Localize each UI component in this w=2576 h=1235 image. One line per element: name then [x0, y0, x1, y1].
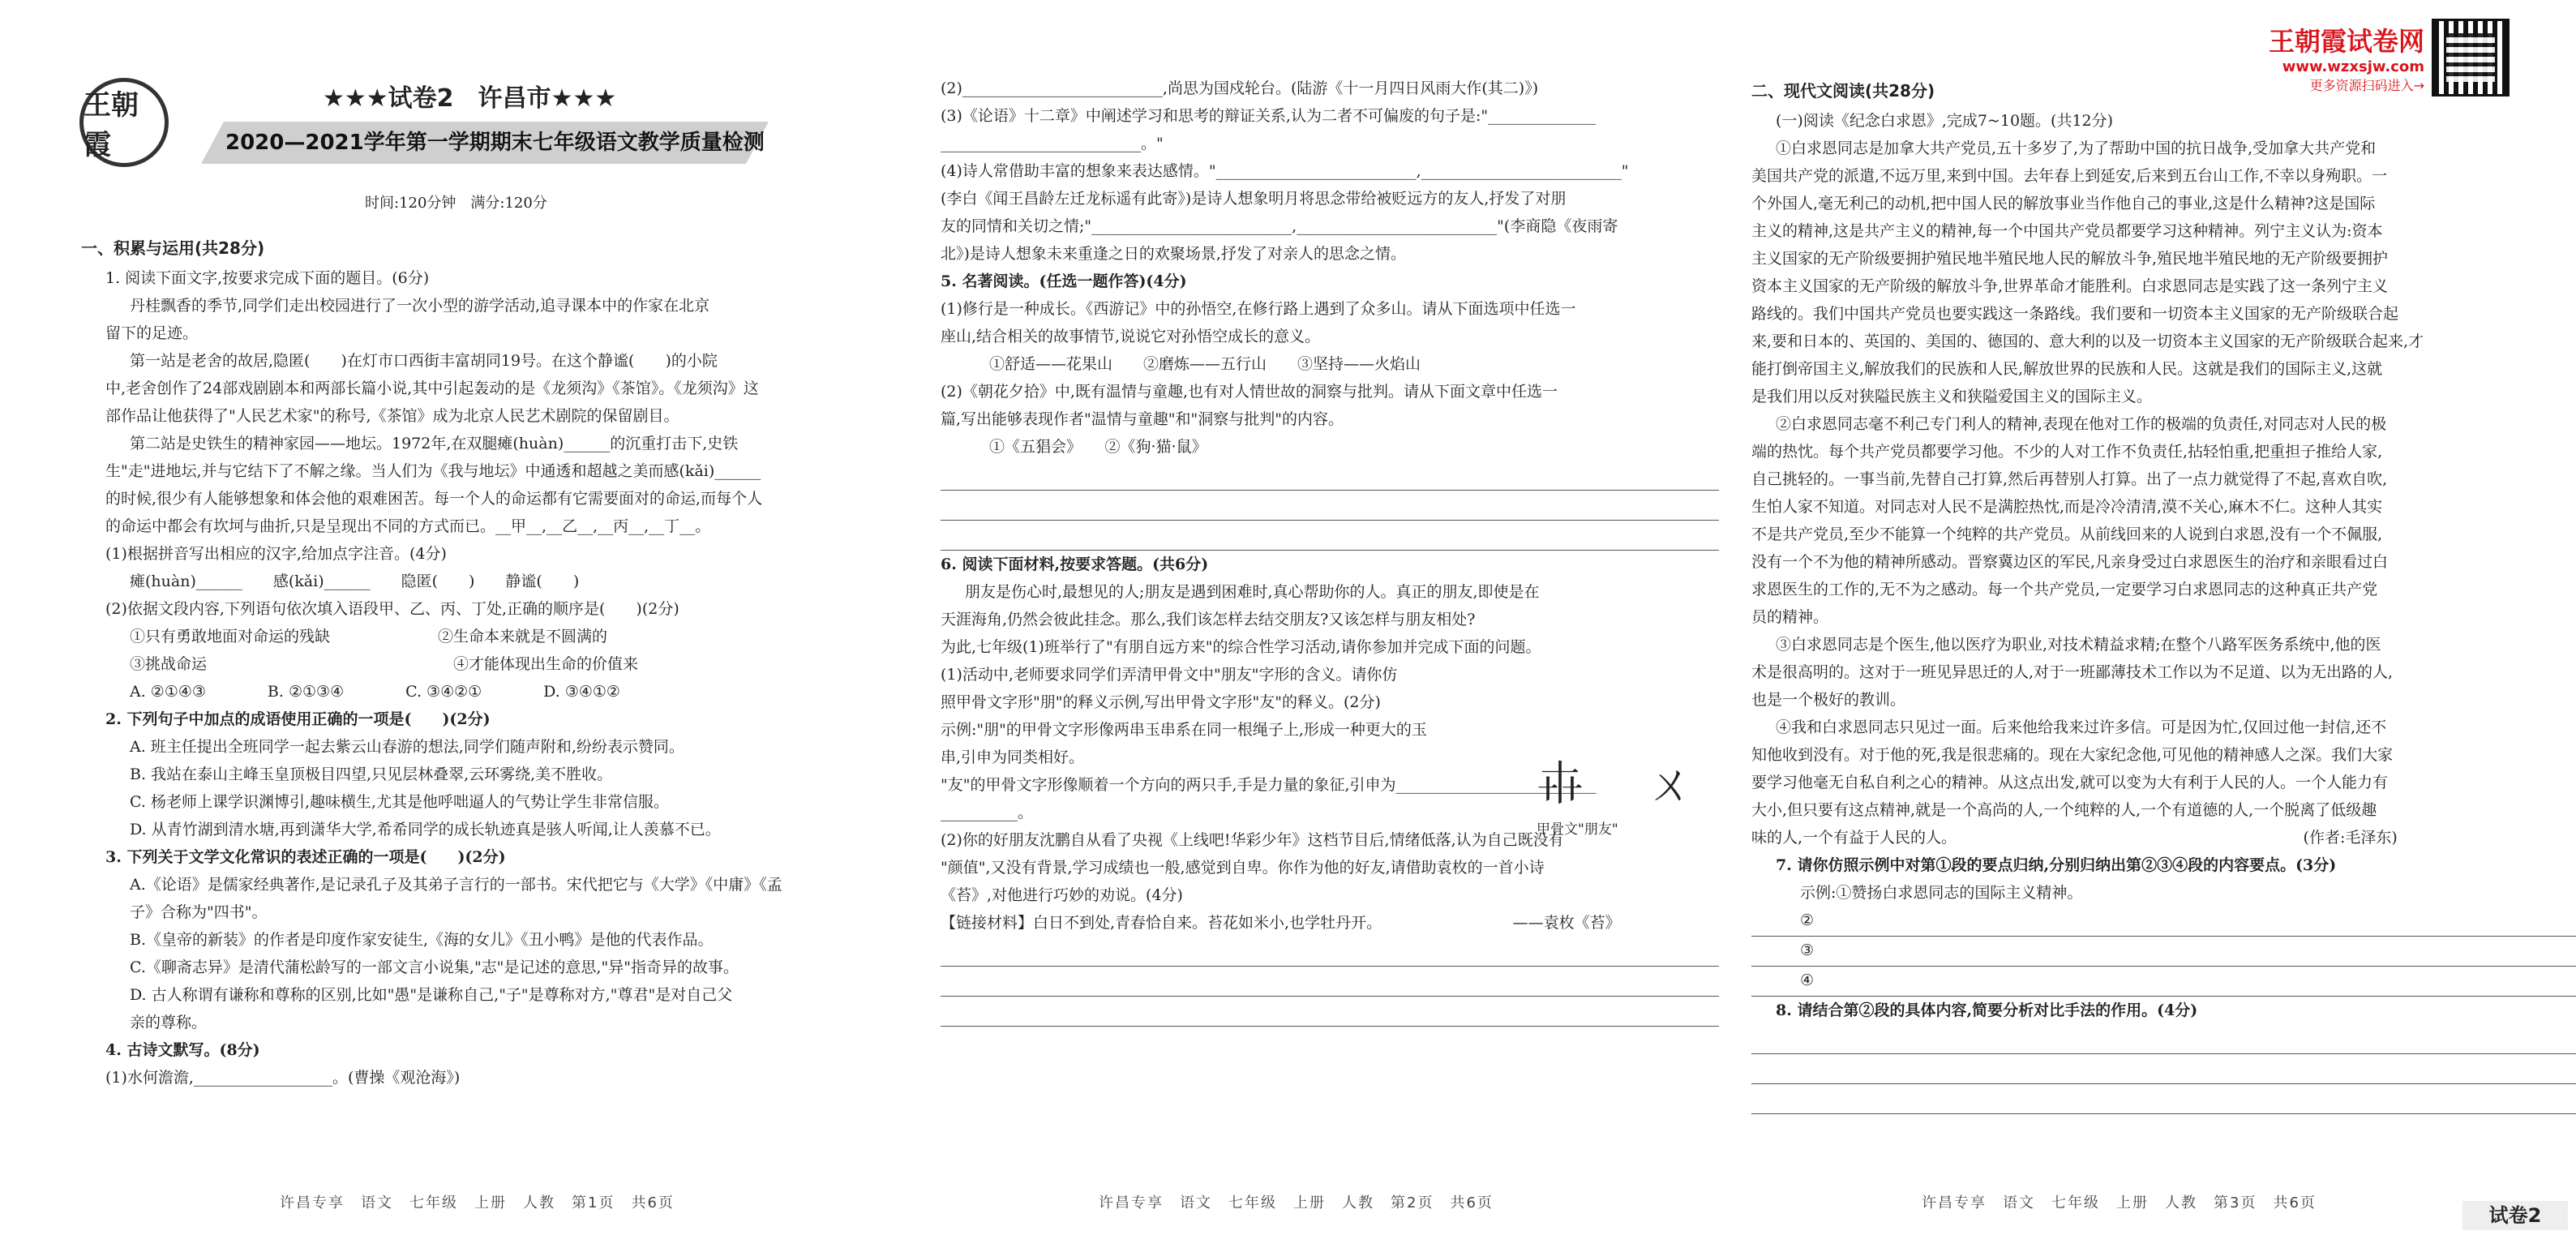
text-line: (一)阅读《纪念白求恩》,完成7~10题。(共12分): [1776, 112, 2114, 130]
text-line: (2)《朝花夕拾》中,既有温情与童趣,也有对人情世故的洞察与批判。请从下面文章中任选一: [941, 383, 1558, 401]
text-line: 丹桂飘香的季节,同学们走出校园进行了一次小型的游学活动,追寻课本中的作家在北京: [130, 297, 710, 315]
text-line: 大小,但只要有这点精神,就是一个高尚的人,一个纯粹的人,一个有道德的人,一个脱离了低级趣: [1751, 801, 2377, 819]
text-line: (1)水何澹澹,__________________。(曹操《观沧海》): [105, 1069, 461, 1087]
text-line: 部作品让他获得了"人民艺术家"的称号,《茶馆》成为北京人民艺术剧院的保留剧目。: [105, 407, 679, 425]
text-line: A.《论语》是儒家经典著作,是记录孔子及其弟子言行的一部书。宋代把它与《大学》《中庸》《孟: [130, 876, 782, 894]
text-line: B. 我站在泰山主峰玉皇顶极目四望,只见层林叠翠,云环雾绕,美不胜收。: [130, 765, 613, 783]
text-line: 员的精神。: [1751, 608, 1829, 626]
answer-line[interactable]: [1751, 1054, 2576, 1084]
text-line: 来,要和日本的、英国的、美国的、德国的、意大利的以及一切资本主义国家的无产阶级联合起来,才: [1751, 332, 2424, 350]
text-line: __________。: [941, 804, 1034, 821]
text-line: "友"的甲骨文字形像顺着一个方向的两只手,手是力量的象征,引申为__________________________: [941, 776, 1597, 794]
text-line: 《苔》,对他进行巧妙的劝说。(4分): [941, 886, 1183, 904]
text-line: 味的人,一个有益于人民的人。 (作者:毛泽东): [1751, 829, 2398, 847]
text-line: "颜值",又没有背景,学习成绩也一般,感觉到自卑。你作为他的好友,请借助袁枚的一首小诗: [941, 859, 1545, 877]
text-line: 留下的足迹。: [105, 324, 199, 342]
brand-tagline: 更多资源扫码进入→: [2309, 78, 2425, 93]
text-line: 8. 请结合第②段的具体内容,简要分析对比手法的作用。(4分): [1776, 1001, 2198, 1019]
text-line: (3)《论语》十二章》中阐述学习和思考的辩证关系,认为二者不可偏废的句子是:"______________: [941, 107, 1597, 125]
text-line: (李白《闻王昌龄左迁龙标遥有此寄》)是诗人想象明月将思念带给被贬远方的友人,抒发了对朋: [941, 190, 1567, 208]
text-line: 4. 古诗文默写。(8分): [105, 1041, 260, 1059]
publisher-logo: 王朝霞: [79, 78, 169, 167]
exam-title: 2020—2021学年第一学期期末七年级语文教学质量检测: [225, 131, 765, 155]
page-2-column: [859, 0, 1719, 1235]
page-3-column: [1719, 0, 2576, 1235]
page-1-column: [0, 0, 859, 1235]
text-line: 第二站是史铁生的精神家园——地坛。1972年,在双腿瘫(huàn)______的沉重打击下,史铁: [130, 435, 739, 452]
footer-page-3: 许昌专享 语文 七年级 上册 人教 第3页 共6页: [1922, 1194, 2317, 1211]
text-line: 篇,写出能够表现作者"温情与童趣"和"洞察与批判"的内容。: [941, 410, 1344, 428]
oracle-bone-glyphs: 𠦃 ㄨ: [1537, 757, 1719, 812]
oracle-bone-caption: 甲骨文"朋友": [1537, 821, 1618, 838]
text-line: 主义的精神,这是共产主义的精神,每一个中国共产党员都要学习这种精神。列宁主义认为:资本: [1751, 222, 2383, 240]
text-line: 主义国家的无产阶级要拥护殖民地半殖民地人民的解放斗争,殖民地半殖民地的无产阶级要拥护: [1751, 250, 2389, 268]
text-line: B.《皇帝的新装》的作者是印度作家安徒生,《海的女儿》《丑小鸭》是他的代表作品。: [130, 931, 714, 949]
answer-line[interactable]: [941, 491, 1719, 521]
text-line: D. 古人称谓有谦称和尊称的区别,比如"愚"是谦称自己,"子"是尊称对方,"尊君"是对自己父: [130, 986, 733, 1004]
text-line: 朋友是伤心时,最想见的人;朋友是遇到困难时,真心帮助你的人。真正的朋友,即使是在: [965, 583, 1540, 601]
text-line: ③白求恩同志是个医生,他以医疗为职业,对技术精益求精;在整个八路军医务系统中,他的医: [1776, 636, 2381, 654]
answer-line[interactable]: ③: [1751, 937, 2576, 967]
text-line: C.《聊斋志异》是清代蒲松龄写的一部文言小说集,"志"是记述的意思,"异"指奇异的故事。: [130, 958, 739, 976]
text-line: 瘫(huàn)______ 感(kǎi)______ 隐匿( ) 静谧( ): [130, 572, 580, 590]
text-line: ②白求恩同志毫不利己专门利人的精神,表现在他对工作的极端的负责任,对同志对人民的极: [1776, 415, 2387, 433]
text-line: 资本主义国家的无产阶级的解放斗争,世界革命才能胜利。白求恩同志是实践了这一条列宁主义: [1751, 277, 2389, 295]
text-line: (2)依据文段内容,下列语句依次填入语段甲、乙、丙、丁处,正确的顺序是( )(2分): [105, 600, 679, 618]
text-line: 是我们用以反对狭隘民族主义和狭隘爱国主义的国际主义。: [1751, 388, 2153, 405]
text-line: 的命运中都会有坎坷与曲折,只是呈现出不同的方式而已。__甲__,__乙__,__丙__,__丁__。: [105, 517, 711, 535]
section-heading: 二、现代文阅读(共28分): [1751, 81, 1935, 101]
answer-line[interactable]: [1751, 1024, 2576, 1054]
text-line: 友的同情和关切之情;"__________________________,__________________________"(李商隐《夜雨寄: [941, 217, 1618, 235]
brand-url[interactable]: www.wzxsjw.com: [2282, 58, 2425, 75]
text-line: 7. 请你仿照示例中对第①段的要点归纳,分别归纳出第②③④段的内容要点。(3分): [1776, 856, 2337, 874]
text-line: 中,老舍创作了24部戏剧剧本和两部长篇小说,其中引起轰动的是《龙须沟》《茶馆》。《龙须沟》这: [105, 380, 759, 397]
text-line: 5. 名著阅读。(任选一题作答)(4分): [941, 272, 1187, 290]
text-line: 生"走"进地坛,并与它结下了不解之缘。当人们为《我与地坛》中通透和超越之美而感(kǎi)______: [105, 462, 761, 480]
text-line: ①只有勇敢地面对命运的残缺 ②生命本来就是不圆满的: [130, 628, 608, 645]
text-line: 座山,结合相关的故事情节,说说它对孙悟空成长的意义。: [941, 328, 1321, 345]
text-line: ①《五猖会》 ②《狗·猫·鼠》: [989, 438, 1207, 456]
text-line: C. 杨老师上课学识渊博引,趣味横生,尤其是他呼咄逼人的气势让学生非常信服。: [130, 793, 670, 811]
text-line: 要学习他毫无自私自利之心的精神。从这点出发,就可以变为大有利于人民的人。一个人能力有: [1751, 774, 2389, 791]
brand-name: 王朝霞试卷网: [2269, 26, 2425, 57]
text-line: 的时候,很少有人能够想象和体会他的艰难困苦。每一个人的命运都有它需要面对的命运,而每个人: [105, 490, 763, 508]
text-line: ①白求恩同志是加拿大共产党员,五十多岁了,为了帮助中国的抗日战争,受加拿大共产党和: [1776, 139, 2377, 157]
text-line: 北》)是诗人想象未来重逢之日的欢聚场景,抒发了对亲人的思念之情。: [941, 245, 1406, 263]
text-line: 亲的尊称。: [130, 1014, 208, 1031]
text-line: 不是共产党员,至少不能算一个纯粹的共产党员。从前线回来的人说到白求恩,没有一个不佩服,: [1751, 525, 2383, 543]
text-line: A. 班主任提出全班同学一起去紫云山春游的想法,同学们随声附和,纷纷表示赞同。: [130, 738, 684, 756]
text-line: 自己挑轻的。一事当前,先替自己打算,然后再替别人打算。出了一点力就觉得了不起,喜欢自吹,: [1751, 470, 2388, 488]
answer-line[interactable]: ④: [1751, 967, 2576, 997]
text-line: 个外国人,毫无利己的动机,把中国人民的解放事业当作他自己的事业,这是什么精神?这是国际: [1751, 195, 2376, 212]
answer-line[interactable]: [1751, 1084, 2576, 1114]
text-line: ③挑战命运 ④才能体现出生命的价值来: [130, 655, 639, 673]
footer-page-2: 许昌专享 语文 七年级 上册 人教 第2页 共6页: [1099, 1194, 1494, 1211]
text-line: ①舒适——花果山 ②磨炼——五行山 ③坚持——火焰山: [989, 355, 1421, 373]
answer-line[interactable]: [941, 937, 1719, 967]
answer-line[interactable]: [941, 967, 1719, 997]
text-line: 1. 阅读下面文字,按要求完成下面的题目。(6分): [105, 269, 430, 287]
text-line: 天涯海角,仍然会彼此挂念。那么,我们该怎样去结交朋友?又该怎样与朋友相处?: [941, 611, 1476, 628]
text-line: D. 从青竹湖到清水塘,再到潇华大学,希希同学的成长轨迹真是骇人听闻,让人羡慕不已。: [130, 821, 721, 838]
text-line: 【链接材料】白日不到处,青春恰自来。苔花如米小,也学牡丹开。 ——袁枚《苔》: [941, 914, 1621, 932]
answer-line[interactable]: [941, 521, 1719, 551]
exam-badge: 试卷2: [2462, 1201, 2568, 1230]
answer-line[interactable]: [941, 997, 1719, 1027]
text-line: 知他收到没有。对于他的死,我是很悲痛的。现在大家纪念他,可见他的精神感人之深。我们大家: [1751, 746, 2394, 764]
text-line: 6. 阅读下面材料,按要求答题。(共6分): [941, 555, 1209, 573]
text-line: (1)修行是一种成长。《西游记》中的孙悟空,在修行路上遇到了众多山。请从下面选项中任选一: [941, 300, 1576, 318]
text-line: (2)__________________________,尚思为国戍轮台。(陆游《十一月四日风雨大作(其二)》): [941, 79, 1539, 97]
text-line: __________________________。": [941, 135, 1164, 152]
text-line: 2. 下列句子中加点的成语使用正确的一项是( )(2分): [105, 710, 491, 728]
text-line: (4)诗人常借助丰富的想象来表达感情。"__________________________,__________________________": [941, 162, 1629, 180]
text-line: 也是一个极好的教训。: [1751, 691, 1906, 709]
text-line: 第一站是老舍的故居,隐匿( )在灯市口西街丰富胡同19号。在这个静谧( )的小院: [130, 352, 718, 370]
text-line: ④我和白求恩同志只见过一面。后来他给我来过许多信。可是因为忙,仅回过他一封信,还不: [1776, 718, 2387, 736]
text-line: 子》合称为"四书"。: [130, 903, 268, 921]
text-line: (1)活动中,老师要求同学们弄清甲骨文中"朋友"字形的含义。请你仿: [941, 666, 1398, 684]
text-line: 求恩医生的工作的,无不为之感动。每一个共产党员,一定要学习白求恩同志的这种真正共产党: [1751, 581, 2378, 598]
text-line: 串,引申为同类相好。: [941, 748, 1085, 766]
time-score-line: 时间:120分钟 满分:120分: [365, 195, 547, 212]
text-line: 路线的。我们中国共产党员也要实践这一条路线。我们要和一切资本主义国家的无产阶级联合起: [1751, 305, 2399, 323]
text-line: 生怕人家不知道。对同志对人民不是满腔热忱,而是冷冷清清,漠不关心,麻木不仁。这种人其实: [1751, 498, 2383, 516]
text-line: (2)你的好朋友沈鹏自从看了央视《上线吧!华彩少年》这档节目后,情绪低落,认为自己既没有: [941, 831, 1564, 849]
text-line: 照甲骨文字形"朋"的释义示例,写出甲骨文字形"友"的释义。(2分): [941, 693, 1381, 711]
text-line: 端的热忱。每个共产党员都要学习他。不少的人对工作不负责任,拈轻怕重,把重担子推给人家,: [1751, 443, 2383, 461]
exam-label: ★★★试卷2 许昌市★★★: [323, 84, 617, 113]
text-line: (1)根据拼音写出相应的汉字,给加点字注音。(4分): [105, 545, 447, 563]
answer-line[interactable]: ②: [1751, 907, 2576, 937]
text-line: 3. 下列关于文学文化常识的表述正确的一项是( )(2分): [105, 848, 506, 866]
text-line: 能打倒帝国主义,解放我们的民族和人民,解放世界的民族和人民。这就是我们的国际主义,这就: [1751, 360, 2383, 378]
footer-page-1: 许昌专享 语文 七年级 上册 人教 第1页 共6页: [280, 1194, 675, 1211]
text-line: 没有一个不为他的精神所感动。晋察冀边区的军民,凡亲身受过白求恩医生的治疗和亲眼看过白: [1751, 553, 2389, 571]
text-line: 美国共产党的派遣,不远万里,来到中国。去年春上到延安,后来到五台山工作,不幸以身殉职。一: [1751, 167, 2388, 185]
section-heading: 一、积累与运用(共28分): [81, 238, 265, 258]
text-line: 术是很高明的。这对于一班见异思迁的人,对于一班鄙薄技术工作以为不足道、以为无出路的人,: [1751, 663, 2394, 681]
text-line: 为此,七年级(1)班举行了"有朋自远方来"的综合性学习活动,请你参加并完成下面的问题。: [941, 638, 1541, 656]
text-line: A. ②①④③ B. ②①③④ C. ③④②① D. ③④①②: [130, 683, 620, 701]
answer-line[interactable]: [941, 461, 1719, 491]
text-line: 示例:①赞扬白求恩同志的国际主义精神。: [1800, 884, 2083, 902]
text-line: 示例:"朋"的甲骨文字形像两串玉串系在同一根绳子上,形成一种更大的玉: [941, 721, 1427, 739]
